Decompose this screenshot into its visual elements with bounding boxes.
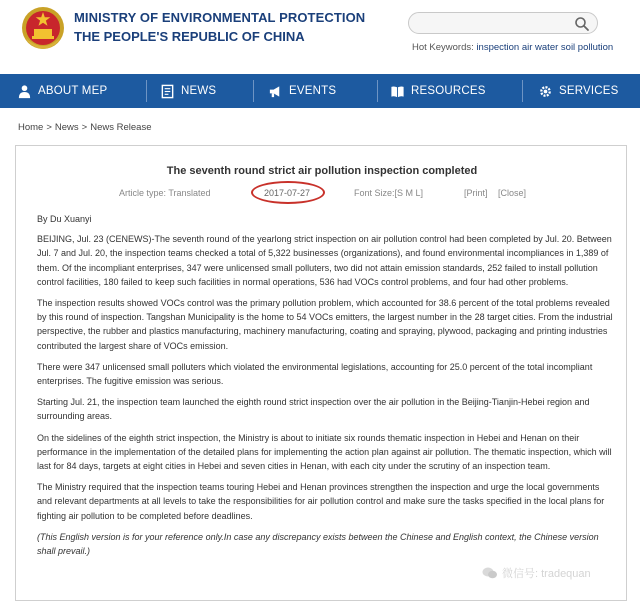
nav-item-label: EVENTS: [289, 85, 337, 97]
watermark-text: 微信号: tradequan: [502, 568, 591, 580]
nav-item-services[interactable]: [538, 74, 619, 108]
search-input[interactable]: [408, 12, 598, 34]
article-paragraph: Starting Jul. 21, the inspection team launched the eighth round strict inspection over the air pollution in the Beijing-Tianjin-Hebei region and surrounding areas.: [37, 397, 590, 422]
article-date: 2017-07-27: [264, 188, 311, 198]
nav-item-label: ABOUT MEP: [38, 85, 108, 97]
article-paragraph: On the sidelines of the eighth strict inspection, the Ministry is about to initiate six rounds thematic inspection in Hebei and Henan on their performance in the implementation of the detailed plans for implementing the action plan against air pollution. The thematic inspection, which will last for 84 days, targets at eight cities in Hebei and seven cities in Henan, with each city under the scrutiny of an inspection team.: [37, 432, 612, 472]
nav-divider: [146, 80, 147, 102]
breadcrumb-news[interactable]: News: [54, 122, 79, 133]
print-link[interactable]: [Print]: [464, 188, 488, 198]
nav-divider: [377, 80, 378, 102]
article-container: [15, 145, 627, 601]
nav-item-events[interactable]: [268, 74, 336, 108]
wechat-watermark: [482, 565, 591, 581]
document-icon: [160, 84, 175, 99]
nav-item-news[interactable]: [160, 74, 216, 108]
site-title-line1: MINISTRY OF ENVIRONMENTAL PROTECTION: [74, 10, 366, 25]
breadcrumb: [18, 122, 151, 133]
breadcrumb-separator: >: [81, 122, 88, 133]
nav-item-resources[interactable]: [390, 74, 486, 108]
font-size-control[interactable]: Font Size:[S M L]: [354, 188, 424, 198]
article-paragraph: There were 347 unlicensed small polluters which violated the environmental legislations, accounting for 25.0 percent of the total incompliant enterprises. The fugitive emission was serious.: [37, 361, 593, 387]
main-nav: [0, 74, 640, 108]
nav-divider: [253, 80, 254, 102]
hot-keywords: [412, 42, 613, 53]
hot-keywords-links[interactable]: inspection air water soil pollution: [476, 42, 614, 53]
nav-item-label: SERVICES: [559, 85, 619, 97]
megaphone-icon: [268, 84, 283, 99]
search-icon[interactable]: [574, 16, 590, 32]
article-title: The seventh round strict air pollution inspection completed: [166, 165, 478, 177]
national-emblem-icon[interactable]: [20, 4, 66, 52]
article-byline: By Du Xuanyi: [37, 214, 92, 224]
nav-item-about-mep[interactable]: [17, 74, 107, 108]
person-icon: [17, 84, 32, 99]
gear-icon: [538, 84, 553, 99]
breadcrumb-home[interactable]: Home: [18, 122, 44, 133]
article-paragraph: BEIJING, Jul. 23 (CENEWS)-The seventh round of the yearlong strict inspection on air pollution control had been completed by Jul. 20. Between Jul. 7 and Jul. 20, the inspection teams checked a total of 5,322 businesses (organizations), and found environmental incompliances in 1,389 of them. Of the incompliant enterprises, 347 were unlicensed small polluters, two did not attain emission standards, 252 failed to install pollution control facilities, 180 failed to keep such facilities in normal operations, 536 had VOCs control problems, and four had other problems.: [37, 234, 612, 287]
article-paragraph: The Ministry required that the inspection teams touring Hebei and Henan provinces strengthen the inspection and urge the local governments and relevant departments at all levels to take the responsibilities for air pollution control and make sure the tasks specified in the local plans for fighting air pollution to be completed before deadlines.: [37, 482, 605, 521]
article-disclaimer-note: (This English version is for your reference only.In case any discrepancy exists between the Chinese and English context, the Chinese version shall prevail.): [37, 531, 599, 557]
wechat-icon: [482, 566, 498, 580]
nav-item-label: RESOURCES: [411, 85, 486, 97]
site-title-line2: THE PEOPLE'S REPUBLIC OF CHINA: [74, 29, 305, 44]
close-link[interactable]: [Close]: [498, 188, 527, 198]
breadcrumb-news-release[interactable]: News Release: [90, 122, 152, 133]
nav-item-label: NEWS: [181, 85, 217, 97]
breadcrumb-separator: >: [46, 122, 52, 133]
nav-divider: [522, 80, 523, 102]
book-icon: [390, 84, 405, 99]
hot-keywords-label: Hot Keywords:: [412, 42, 474, 53]
article-body: [37, 212, 613, 558]
site-header: [0, 0, 640, 74]
article-type: Article type: Translated: [119, 188, 211, 198]
article-paragraph: The inspection results showed VOCs control was the primary pollution problem, which accounted for 38.6 percent of the total problems revealed by this round of inspection. Tangshan Municipality is the home to 54 VOCs emitters, the largest number in the 28 target cities. From the industrial perspective, the rubber and plastics manufacturing, machinery manufacturing, coating and spraying, plywood, packaging and printing industries contributed the largest share of VOCs emission.: [37, 298, 613, 351]
